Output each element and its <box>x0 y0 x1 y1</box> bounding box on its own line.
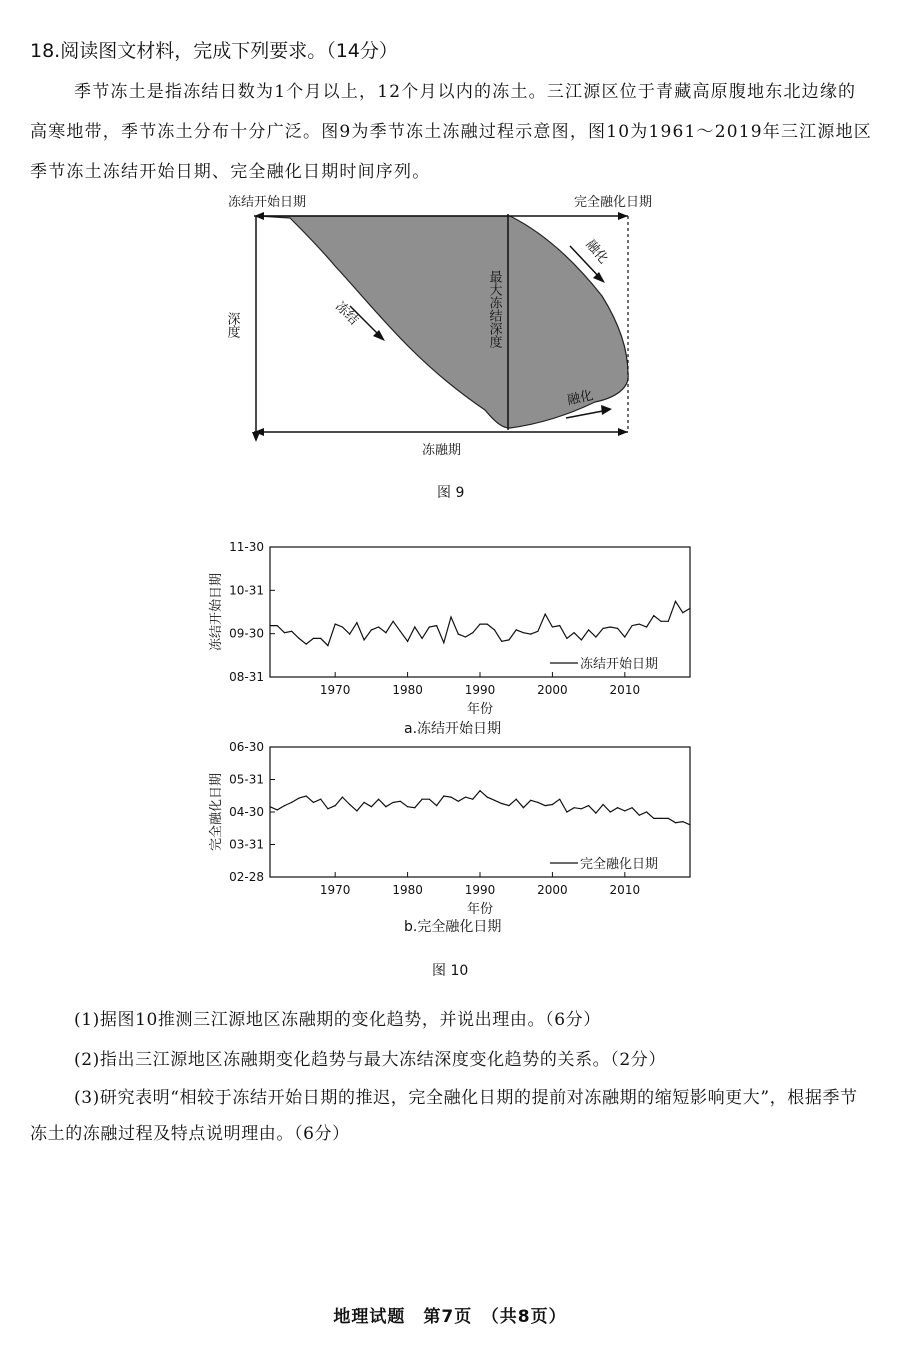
data-point <box>668 621 669 622</box>
data-point <box>639 815 640 816</box>
data-point <box>436 805 437 806</box>
data-point <box>675 601 676 602</box>
data-point <box>429 799 430 800</box>
legend-label: 冻结开始日期 <box>580 657 659 672</box>
data-point <box>487 624 488 625</box>
data-point <box>487 797 488 798</box>
data-point <box>364 802 365 803</box>
data-point <box>378 799 379 800</box>
data-point <box>269 625 270 626</box>
data-point <box>371 806 372 807</box>
x-tick-label: 2000 <box>537 883 568 897</box>
data-point <box>414 807 415 808</box>
data-point <box>371 629 372 630</box>
data-point <box>595 636 596 637</box>
x-tick-label: 1990 <box>464 683 496 697</box>
x-tick-label: 1990 <box>464 883 496 897</box>
data-point <box>349 804 350 805</box>
data-point <box>458 801 459 802</box>
data-point <box>298 798 299 799</box>
data-point <box>653 615 654 616</box>
data-point <box>407 641 408 642</box>
x-tick-label: 1980 <box>392 883 423 897</box>
label-depth: 深度 <box>224 312 240 338</box>
data-point <box>393 802 394 803</box>
data-point <box>443 795 444 796</box>
data-point <box>422 799 423 800</box>
thaw-arrow-bottom-head <box>601 405 612 415</box>
data-point <box>494 629 495 630</box>
data-point <box>429 626 430 627</box>
data-point <box>306 644 307 645</box>
label-period: 冻融期 <box>422 443 462 458</box>
data-point <box>501 803 502 804</box>
data-point <box>356 622 357 623</box>
data-point <box>660 621 661 622</box>
data-point <box>508 805 509 806</box>
chart-b-caption: b.完全融化日期 <box>404 919 502 935</box>
question-3: (3)研究表明“相较于冻结开始日期的推迟，完全融化日期的提前对冻融期的缩短影响更大”，根据季节冻土的冻融过程及特点说明理由。（6分） <box>30 1088 858 1144</box>
question-1: (1)据图10推测三江源地区冻融期的变化趋势，并说出理由。（6分） <box>74 1010 601 1030</box>
data-point <box>472 632 473 633</box>
chart-thaw-complete <box>198 735 698 935</box>
data-point <box>422 638 423 639</box>
data-point <box>327 808 328 809</box>
data-point <box>277 625 278 626</box>
series-line <box>270 791 690 825</box>
data-point <box>552 626 553 627</box>
page-footer: 地理试题 第7页 （共8页） <box>333 1307 567 1327</box>
data-point <box>523 807 524 808</box>
y-tick-label: 08-31 <box>229 670 264 684</box>
data-point <box>320 799 321 800</box>
data-point <box>342 626 343 627</box>
data-point <box>581 808 582 809</box>
label-thaw-bottom: 融化 <box>565 388 595 409</box>
figure-9-caption: 图 9 <box>437 485 465 501</box>
data-point <box>472 799 473 800</box>
data-point <box>516 629 517 630</box>
data-point <box>508 639 509 640</box>
data-point <box>530 634 531 635</box>
data-point <box>588 805 589 806</box>
data-point <box>385 806 386 807</box>
thaw-arrow-top-head <box>593 272 605 283</box>
data-point <box>313 802 314 803</box>
y-tick-label: 10-31 <box>229 583 264 598</box>
data-point <box>545 805 546 806</box>
data-point <box>632 807 633 808</box>
data-point <box>646 626 647 627</box>
x-tick-label: 1970 <box>319 683 351 697</box>
data-point <box>603 628 604 629</box>
data-point <box>291 631 292 632</box>
data-point <box>306 795 307 796</box>
data-point <box>465 797 466 798</box>
data-point <box>581 639 582 640</box>
y-tick-label: 05-31 <box>229 772 264 787</box>
data-point <box>378 626 379 627</box>
data-point <box>552 804 553 805</box>
data-point <box>364 639 365 640</box>
question-intro: 季节冻土是指冻结日数为1个月以上，12个月以内的冻土。三江源区位于青藏高原腹地东北边缘的高寒地带，季节冻土分布十分广泛。图9为季节冻土冻融过程示意图，图10为1961～2019年三江源地区季节冻土冻结开始日期、完全融化日期时间序列。 <box>30 82 872 182</box>
data-point <box>574 632 575 633</box>
data-point <box>385 632 386 633</box>
data-point <box>675 822 676 823</box>
data-point <box>574 807 575 808</box>
data-point <box>668 818 669 819</box>
y-tick-label: 02-28 <box>229 870 264 884</box>
x-tick-label: 1970 <box>319 883 351 897</box>
series-line <box>270 601 690 645</box>
x-tick-label: 2010 <box>609 883 641 897</box>
data-point <box>291 802 292 803</box>
data-point <box>566 811 567 812</box>
data-point <box>610 626 611 627</box>
data-point <box>400 801 401 802</box>
data-point <box>465 636 466 637</box>
data-point <box>450 616 451 617</box>
x-tick-label: 2000 <box>537 683 568 697</box>
data-point <box>624 810 625 811</box>
data-point <box>458 634 459 635</box>
data-point <box>479 624 480 625</box>
data-point <box>682 821 683 822</box>
y-axis-label: 冻结开始日期 <box>209 572 224 652</box>
data-point <box>443 642 444 643</box>
data-point <box>530 800 531 801</box>
data-point <box>393 621 394 622</box>
y-tick-label: 06-30 <box>229 740 264 754</box>
x-axis-label: 年份 <box>466 702 494 717</box>
figure-10-caption: 图 10 <box>432 963 469 979</box>
data-point <box>284 632 285 633</box>
x-tick-label: 1980 <box>392 683 423 697</box>
data-point <box>624 636 625 637</box>
data-point <box>632 625 633 626</box>
data-point <box>588 629 589 630</box>
data-point <box>284 805 285 806</box>
chart-a-caption: a.冻结开始日期 <box>404 721 502 737</box>
y-tick-label: 04-30 <box>229 805 264 819</box>
data-point <box>501 641 502 642</box>
data-point <box>617 628 618 629</box>
data-point <box>327 645 328 646</box>
data-point <box>610 811 611 812</box>
question-title: 18.阅读图文材料，完成下列要求。（14分） <box>30 40 398 62</box>
top-axis-arrow-right <box>618 212 628 220</box>
data-point <box>689 608 690 609</box>
y-tick-label: 09-30 <box>229 626 264 641</box>
data-point <box>566 638 567 639</box>
label-thaw-complete: 完全融化日期 <box>574 195 653 210</box>
data-point <box>269 806 270 807</box>
x-tick-label: 2010 <box>609 683 641 697</box>
y-tick-label: 11-30 <box>229 540 264 554</box>
data-point <box>356 810 357 811</box>
bottom-axis-arrow-right <box>618 428 628 436</box>
data-point <box>342 797 343 798</box>
question-2: (2)指出三江源地区冻融期变化趋势与最大冻结深度变化趋势的关系。（2分） <box>74 1050 666 1070</box>
data-point <box>646 811 647 812</box>
data-point <box>313 638 314 639</box>
label-freeze: 冻结 <box>332 299 362 329</box>
label-max-depth: 最大冻结深度 <box>486 270 502 348</box>
label-freeze-start: 冻结开始日期 <box>228 195 307 210</box>
data-point <box>298 638 299 639</box>
data-point <box>400 631 401 632</box>
data-point <box>559 799 560 800</box>
data-point <box>450 797 451 798</box>
depth-axis-arrow <box>252 432 260 442</box>
legend-label: 完全融化日期 <box>580 857 659 872</box>
data-point <box>414 626 415 627</box>
chart-freeze-start <box>198 535 698 735</box>
data-point <box>523 632 524 633</box>
label-thaw-top: 融化 <box>582 237 611 267</box>
data-point <box>559 625 560 626</box>
data-point <box>603 804 604 805</box>
figure-9 <box>210 188 690 478</box>
data-point <box>335 624 336 625</box>
data-point <box>320 638 321 639</box>
data-point <box>537 802 538 803</box>
data-point <box>689 824 690 825</box>
data-point <box>436 625 437 626</box>
data-point <box>479 790 480 791</box>
data-point <box>516 799 517 800</box>
data-point <box>617 807 618 808</box>
data-point <box>595 813 596 814</box>
data-point <box>682 612 683 613</box>
data-point <box>639 624 640 625</box>
data-point <box>537 631 538 632</box>
data-point <box>660 818 661 819</box>
y-tick-label: 03-31 <box>229 837 264 852</box>
data-point <box>349 634 350 635</box>
data-point <box>494 800 495 801</box>
x-axis-label: 年份 <box>466 902 494 917</box>
data-point <box>407 806 408 807</box>
data-point <box>335 805 336 806</box>
data-point <box>653 818 654 819</box>
data-point <box>277 809 278 810</box>
data-point <box>545 614 546 615</box>
y-axis-label: 完全融化日期 <box>209 772 224 852</box>
